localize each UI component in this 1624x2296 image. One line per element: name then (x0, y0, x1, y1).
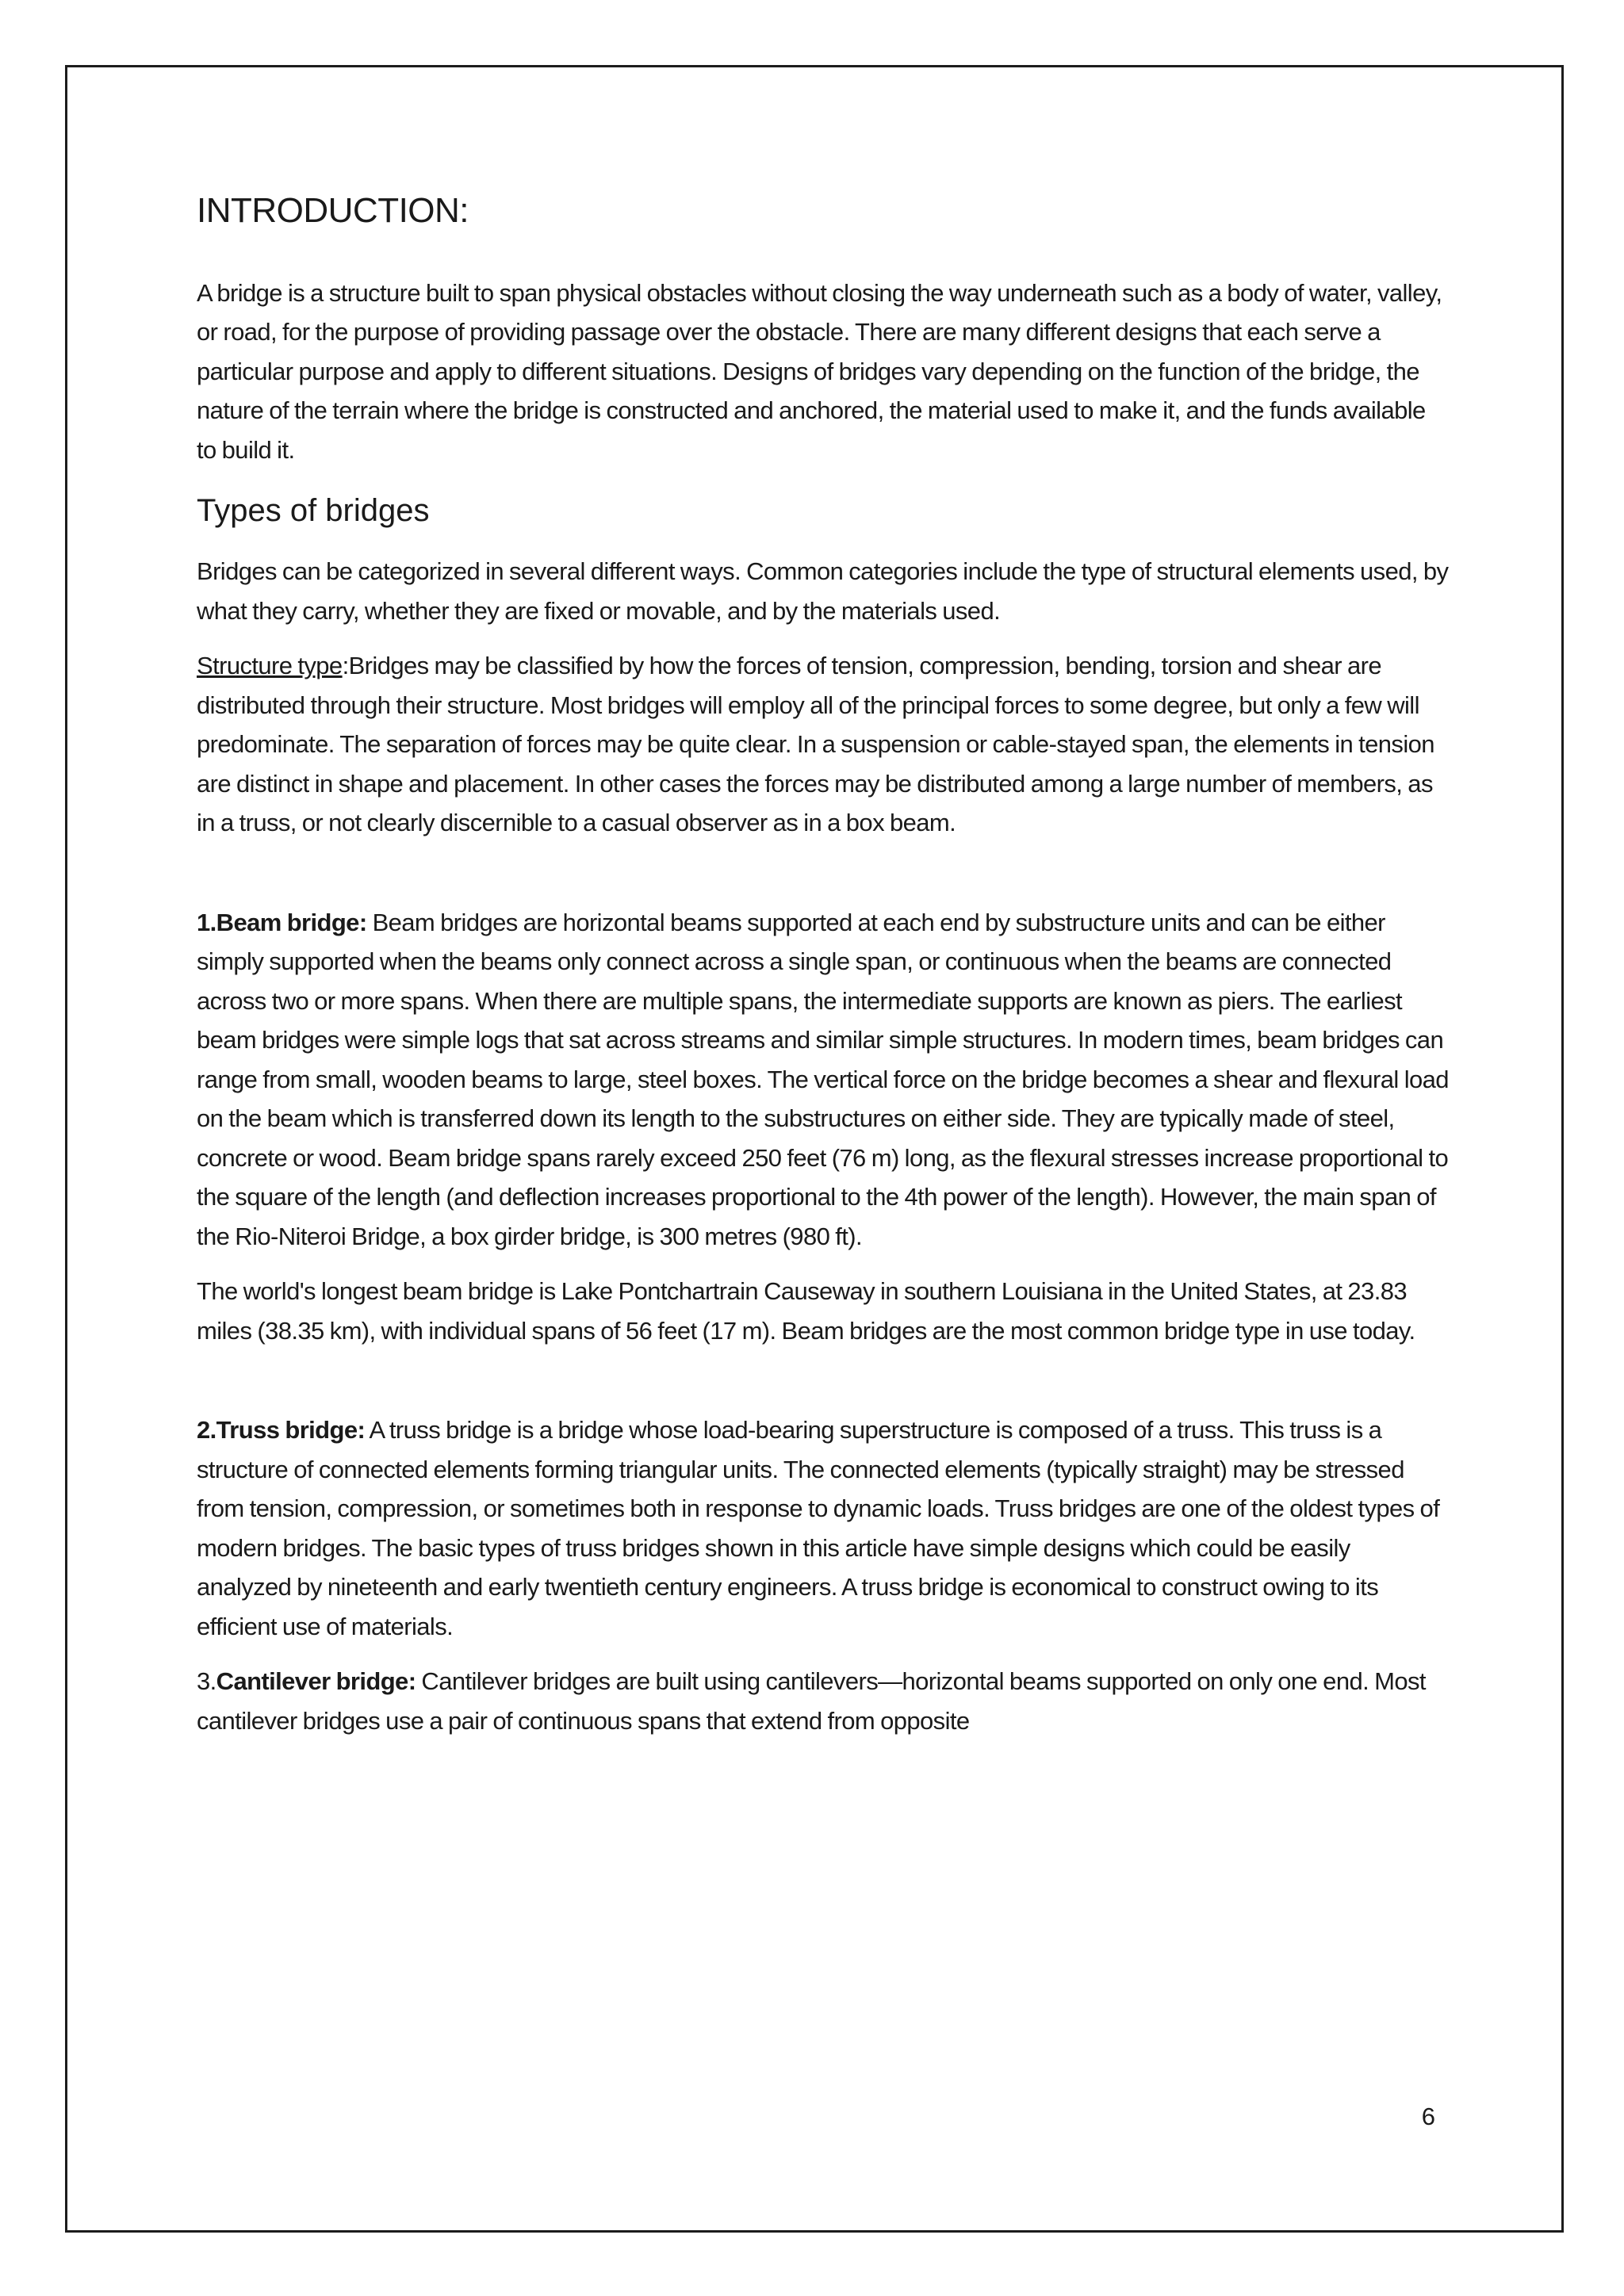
types-paragraph: Bridges can be categorized in several different ways. Common categories include the type of structural elements used, by what they carry, whether they are fixed or movable, and by the materials used. (197, 557, 1449, 625)
truss-bridge-paragraph (197, 1410, 1450, 1646)
structure-type-paragraph (197, 646, 1450, 843)
cantilever-bridge-text: Cantilever bridges are built using cantilevers—horizontal beams supported on only one end. Most cantilever bridges use a pair of continuous spans that extend from opposite (197, 1667, 1426, 1735)
cantilever-bridge-label: Cantilever bridge: (216, 1667, 416, 1696)
cantilever-bridge-paragraph (197, 1662, 1450, 1740)
types-heading: Types of bridges (197, 493, 430, 529)
beam-bridge-label: 1.Beam bridge: (197, 908, 367, 936)
document-body (197, 190, 1450, 1753)
beam-bridge-text: Beam bridges are horizontal beams supported at each end by substructure units and can be either simply supported when the beams only connect across a single span, or continuous when the beams are connected across two or more spans. When there are multiple spans, the intermediate supports are known as piers. The earliest beam bridges were simple logs that sat across streams and similar simple structures. In modern times, beam bridges can range from small, wooden beams to large, steel boxes. The vertical force on the bridge becomes a shear and flexural load on the beam which is transferred down its length to the substructures on either side. They are typically made of steel, concrete or wood. Beam bridge spans rarely exceed 250 feet (76 m) long, as the flexural stresses increase proportional to the square of the length (and deflection increases proportional to the 4th power of the length). However, the main span of the Rio-Niteroi Bridge, a box girder bridge, is 300 metres (980 ft). (197, 908, 1449, 1250)
page-number: 6 (1421, 2103, 1435, 2130)
structure-type-text: :Bridges may be classified by how the forces of tension, compression, bending, torsion and shear are distributed through their structure. Most bridges will employ all of the principal forces to some degree, but only a few will predominate. The separation of forces may be quite clear. In a suspension or cable-stayed span, the elements in tension are distinct in shape and placement. In other cases the forces may be distributed among a large number of members, as in a truss, or not clearly discernible to a casual observer as in a box beam. (197, 652, 1434, 837)
truss-bridge-label: 2.Truss bridge: (197, 1416, 366, 1445)
introduction-paragraph: A bridge is a structure built to span physical obstacles without closing the way underneath such as a body of water, valley, or road, for the purpose of providing passage over the obstacle. There are many different designs that each serve a particular purpose and apply to different situations. Designs of bridges vary depending on the function of the bridge, the nature of the terrain where the bridge is constructed and anchored, the material used to make it, and the funds available to build it. (197, 278, 1442, 464)
cantilever-bridge-number: 3. (197, 1667, 216, 1696)
beam-bridge-paragraph (197, 903, 1450, 1257)
beam-bridge-paragraph-2: The world's longest beam bridge is Lake Pontchartrain Causeway in southern Louisiana in the United States, at 23.83 miles (38.35 km), with individual spans of 56 feet (17 m). Beam bridges are the most common bridge type in use today. (197, 1277, 1415, 1345)
introduction-heading: INTRODUCTION: (197, 191, 469, 230)
truss-bridge-text: A truss bridge is a bridge whose load-bearing superstructure is composed of a truss. This truss is a structure of connected elements forming triangular units. The connected elements (typically straight) may be stressed from tension, compression, or sometimes both in response to dynamic loads. Truss bridges are one of the oldest types of modern bridges. The basic types of truss bridges shown in this article have simple designs which could be easily analyzed by nineteenth and early twentieth century engineers. A truss bridge is economical to construct owing to its efficient use of materials. (197, 1416, 1440, 1640)
structure-type-label: Structure type (197, 652, 343, 680)
